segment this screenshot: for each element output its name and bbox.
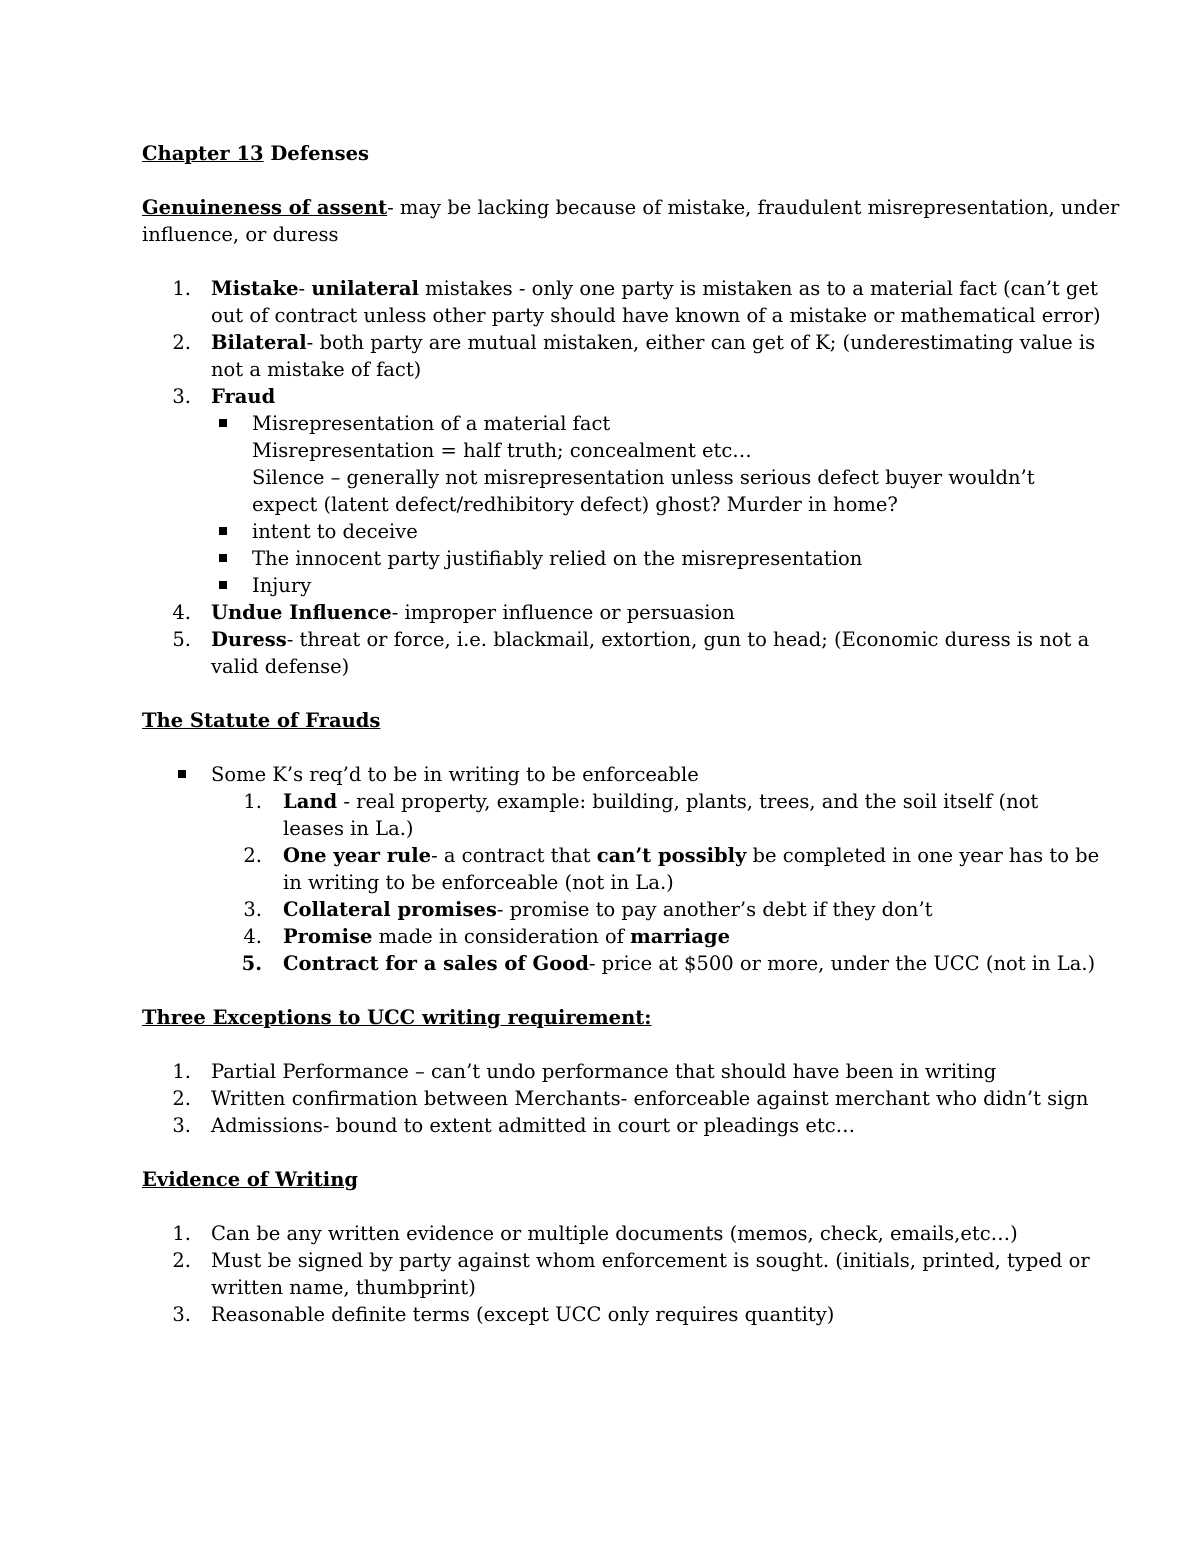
- list-number: 2.: [243, 844, 262, 867]
- item-text: - price at $500 or more, under the UCC (not in La.): [588, 952, 1096, 975]
- bullet-text: Some K’s req’d to be in writing to be enforceable: [211, 763, 699, 786]
- item-term-unilateral: unilateral: [311, 277, 419, 300]
- item-text: - a contract that: [431, 844, 597, 867]
- item-text: - real property, example: building, plants, trees, and the soil itself (not: [337, 790, 1039, 813]
- exception-item: [142, 1112, 1072, 1139]
- item-term: Collateral promises: [283, 898, 497, 921]
- section-heading-evidence: [142, 1166, 1072, 1193]
- heading-text: Evidence of Writing: [142, 1168, 359, 1191]
- document-page: [142, 140, 1120, 1328]
- item-text: Reasonable definite terms (except UCC only requires quantity): [211, 1303, 835, 1326]
- list-number: 5.: [172, 628, 191, 651]
- list-item-duress: [142, 626, 1090, 653]
- item-term: Promise: [283, 925, 373, 948]
- statute-item-collateral: [142, 896, 1072, 923]
- chapter-number: Chapter 13: [142, 142, 264, 165]
- item-term-emphasis: can’t possibly: [596, 844, 747, 867]
- fraud-bullet: [142, 518, 1072, 545]
- exception-item: [142, 1058, 1072, 1085]
- list-item-continuation: not a mistake of fact): [211, 358, 422, 381]
- evidence-item: [142, 1247, 1090, 1274]
- item-text: be completed in one year has to be: [746, 844, 1100, 867]
- item-text: - threat or force, i.e. blackmail, extortion, gun to head; (Economic duress is not a: [286, 628, 1090, 651]
- evidence-item: [142, 1301, 1072, 1328]
- item-term: One year rule: [283, 844, 432, 867]
- statute-item-marriage: [142, 923, 1072, 950]
- square-bullet-icon: [219, 581, 227, 589]
- item-text: - promise to pay another’s debt if they don’t: [496, 898, 933, 921]
- bullet-continuation: Silence – generally not misrepresentation unless serious defect buyer wouldn’t: [252, 466, 1035, 489]
- heading-text: The Statute of Frauds: [142, 709, 381, 732]
- list-item-fraud: [142, 383, 1072, 410]
- list-number: 4.: [243, 925, 262, 948]
- item-term: Duress: [211, 628, 287, 651]
- item-text: Partial Performance – can’t undo performance that should have been in writing: [211, 1060, 997, 1083]
- list-item-continuation: in writing to be enforceable (not in La.): [283, 871, 674, 894]
- item-text: Admissions- bound to extent admitted in court or pleadings etc…: [211, 1114, 856, 1137]
- square-bullet-icon: [219, 527, 227, 535]
- bullet-continuation: Misrepresentation = half truth; concealment etc…: [252, 439, 752, 462]
- fraud-bullet: [142, 545, 1072, 572]
- fraud-bullet: [142, 572, 1072, 599]
- evidence-item: [142, 1220, 1072, 1247]
- item-text: - improper influence or persuasion: [391, 601, 735, 624]
- item-text: made in consideration of: [372, 925, 631, 948]
- list-item-bilateral: [142, 329, 1096, 356]
- item-term: Fraud: [211, 385, 276, 408]
- square-bullet-icon: [219, 419, 227, 427]
- item-text: -: [298, 277, 312, 300]
- item-term: Bilateral: [211, 331, 307, 354]
- section-heading-statute: [142, 707, 1072, 734]
- square-bullet-icon: [178, 770, 186, 778]
- statute-item-one-year: [142, 842, 1100, 869]
- list-item-undue-influence: [142, 599, 1072, 626]
- item-text: Must be signed by party against whom enforcement is sought. (initials, printed, typed or: [211, 1249, 1090, 1272]
- list-number: 2.: [172, 1249, 191, 1272]
- list-number: 1.: [172, 1222, 191, 1245]
- list-number: 2.: [172, 331, 191, 354]
- item-text: Written confirmation between Merchants- enforceable against merchant who didn’t sign: [211, 1087, 1089, 1110]
- assent-paragraph: [142, 194, 1120, 221]
- list-number: 3.: [243, 898, 262, 921]
- statute-item-land: [142, 788, 1072, 815]
- list-item-continuation: leases in La.): [283, 817, 414, 840]
- chapter-title-text: Defenses: [263, 142, 370, 165]
- list-item-mistake: [142, 275, 1098, 302]
- item-term: Contract for a sales of Good: [283, 952, 589, 975]
- list-number: 5.: [241, 952, 262, 975]
- list-item-continuation: valid defense): [211, 655, 350, 678]
- bullet-text: The innocent party justifiably relied on the misrepresentation: [252, 547, 863, 570]
- list-number: 3.: [172, 1114, 191, 1137]
- item-text: Can be any written evidence or multiple documents (memos, check, emails,etc…): [211, 1222, 1018, 1245]
- item-term-emphasis: marriage: [630, 925, 730, 948]
- item-term: Undue Influence: [211, 601, 392, 624]
- heading-text: Three Exceptions to UCC writing requirement:: [142, 1006, 652, 1029]
- exception-item: [142, 1085, 1089, 1112]
- list-number: 3.: [172, 1303, 191, 1326]
- statute-item-goods: [142, 950, 1096, 977]
- item-term: Land: [283, 790, 338, 813]
- bullet-continuation: expect (latent defect/redhibitory defect) ghost? Murder in home?: [252, 493, 898, 516]
- square-bullet-icon: [219, 554, 227, 562]
- list-number: 2.: [172, 1087, 191, 1110]
- fraud-bullet: [142, 410, 1072, 437]
- list-item-continuation: out of contract unless other party should have known of a mistake or mathematical error): [211, 304, 1101, 327]
- list-number: 1.: [172, 1060, 191, 1083]
- item-term: Mistake: [211, 277, 299, 300]
- assent-text-line1: - may be lacking because of mistake, fraudulent misrepresentation, under: [387, 196, 1120, 219]
- list-item-continuation: written name, thumbprint): [211, 1276, 476, 1299]
- section-heading-exceptions: [142, 1004, 1072, 1031]
- list-number: 1.: [243, 790, 262, 813]
- list-number: 4.: [172, 601, 191, 624]
- assent-text-line2: influence, or duress: [142, 223, 339, 246]
- chapter-title: [142, 140, 1072, 167]
- bullet-text: Misrepresentation of a material fact: [252, 412, 611, 435]
- statute-bullet: [142, 761, 1072, 788]
- item-text: mistakes - only one party is mistaken as to a material fact (can’t get: [418, 277, 1098, 300]
- bullet-text: intent to deceive: [252, 520, 418, 543]
- item-text: - both party are mutual mistaken, either can get of K; (underestimating value is: [306, 331, 1096, 354]
- list-number: 3.: [172, 385, 191, 408]
- list-number: 1.: [172, 277, 191, 300]
- assent-term: Genuineness of assent: [142, 196, 388, 219]
- bullet-text: Injury: [252, 574, 312, 597]
